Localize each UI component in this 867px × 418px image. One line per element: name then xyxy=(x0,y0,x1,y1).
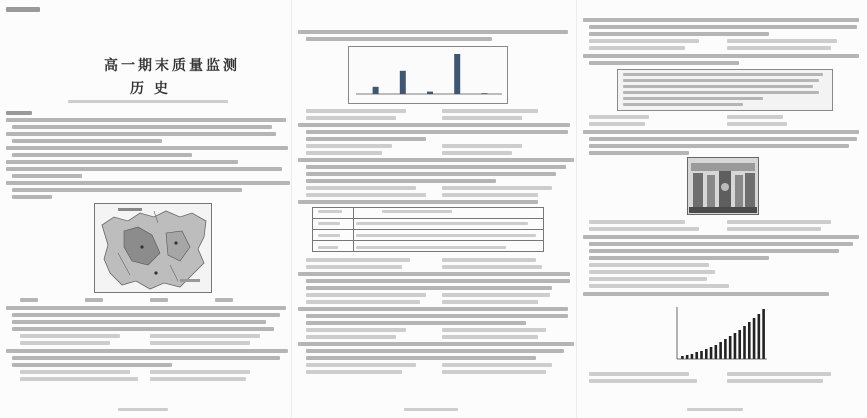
question-map xyxy=(94,203,212,293)
page-column-1 xyxy=(0,0,290,418)
chart-bar xyxy=(681,356,684,359)
notice-heading-text-block xyxy=(6,111,32,115)
chart-bar xyxy=(700,351,703,359)
chart-bar xyxy=(738,330,741,359)
chart-bar xyxy=(715,345,718,359)
chart-bar xyxy=(758,314,761,359)
page-number-1-text-block xyxy=(118,408,168,411)
question-photo xyxy=(687,157,759,215)
bar-chart-col3-marks xyxy=(681,309,765,359)
chart-bar xyxy=(705,349,708,359)
chart-bar xyxy=(400,71,406,94)
page-number-2-text-block xyxy=(404,408,458,411)
chart-bar xyxy=(686,355,689,359)
chart-bar xyxy=(734,333,737,359)
chart-bar xyxy=(753,318,756,359)
chart-bar xyxy=(373,87,379,94)
chart-bar xyxy=(691,354,694,359)
exam-subtitle-text-block xyxy=(68,100,228,103)
chart-bar xyxy=(719,342,722,359)
subject-title: 历史 xyxy=(130,81,178,97)
chart-bar xyxy=(743,326,746,359)
page-column-3 xyxy=(577,0,867,418)
bar-chart-col3 xyxy=(673,303,769,365)
chart-bar xyxy=(454,54,460,94)
chart-bar xyxy=(748,322,751,359)
exam-title: 高一期末质量监测 xyxy=(104,58,240,74)
chart-bar xyxy=(710,347,713,359)
corner-note-text-block xyxy=(6,7,40,12)
page-number-3-text-block xyxy=(687,408,743,411)
bar-chart-col2 xyxy=(348,46,508,104)
page-column-2 xyxy=(292,0,575,418)
chart-bar xyxy=(762,309,765,359)
chart-bar xyxy=(724,339,727,359)
chart-bar xyxy=(729,336,732,359)
chart-bar xyxy=(695,352,698,359)
